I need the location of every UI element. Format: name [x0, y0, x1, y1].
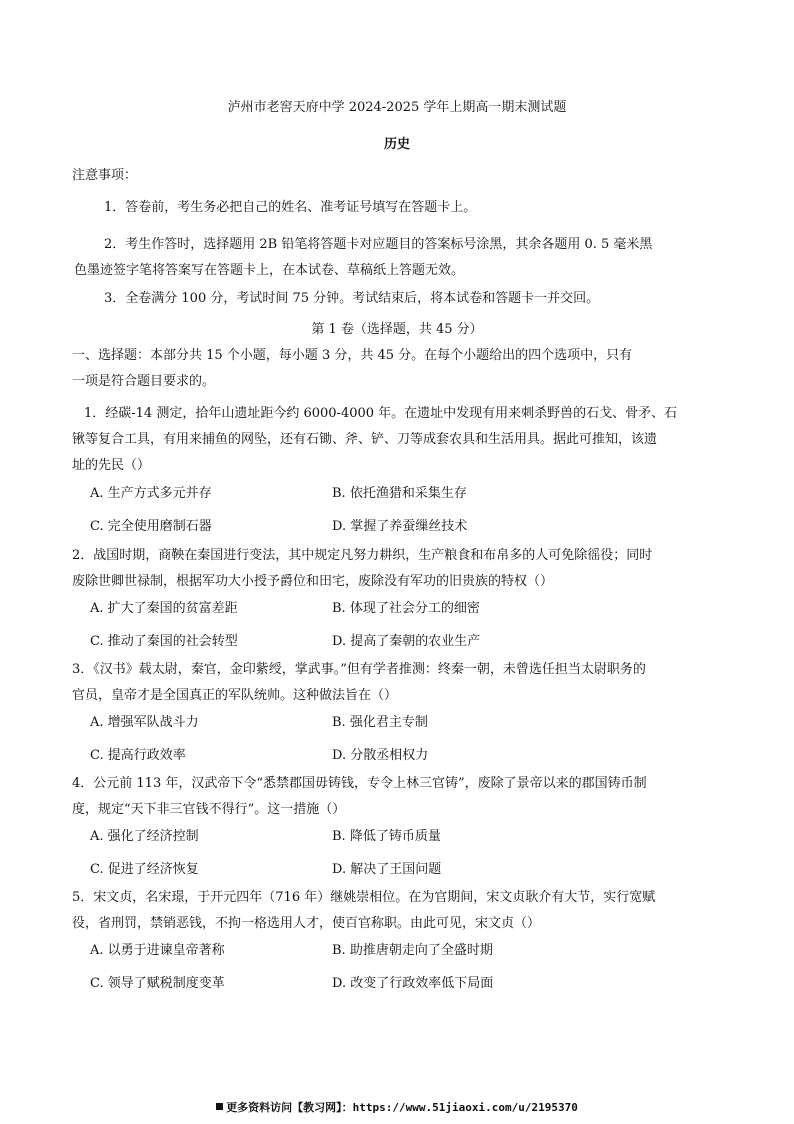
- question-1-stem: 址的先民（）: [72, 458, 151, 473]
- option-a: A. 增强军队战斗力: [90, 715, 199, 730]
- option-c: C. 完全使用磨制石器: [90, 519, 212, 534]
- question-1-stem: 1．经碳-14 测定，拾年山遗址距今约 6000-4000 年。在遗址中发现有用来刺杀野兽的石戈、骨矛、石: [84, 406, 678, 421]
- notice-item: 色墨迹签字笔将答案写在答题卡上，在本试卷、草稿纸上答题无效。: [74, 263, 465, 278]
- question-4-stem: 度，规定“天下非三官钱不得行”。这一措施（）: [72, 802, 346, 817]
- option-d: D. 改变了行政效率低下局面: [332, 976, 494, 991]
- question-2-stem: 废除世卿世禄制，根据军功大小授予爵位和田宅，废除没有军功的旧贵族的特权（）: [72, 574, 554, 589]
- option-d: D. 分散丞相权力: [332, 748, 429, 763]
- option-a: A. 以勇于进谏皇帝著称: [90, 943, 225, 958]
- question-1-stem: 锹等复合工具，有用来捕鱼的网坠，还有石锄、斧、铲、刀等成套农具和生活用具。据此可推知，该遗: [72, 432, 658, 447]
- question-5-stem: 役，省刑罚，禁销恶钱，不拘一格选用人才，使百官称职。由此可见，宋文贞（）: [72, 916, 541, 931]
- exam-subject: 历史: [383, 137, 410, 152]
- footer-text: 更多资料访问【教习网】：https://www.51jiaoxi.com/u/2195370: [226, 1101, 578, 1114]
- flag-icon: [216, 1103, 223, 1110]
- exam-title: 泸州市老窖天府中学 2024-2025 学年上期高一期末测试题: [227, 100, 567, 115]
- question-5-stem: 5．宋文贞，名宋璟，于开元四年（716 年）继姚崇相位。在为官期间，宋文贞耿介有大节，实行宽赋: [72, 890, 656, 905]
- option-b: B. 降低了铸币质量: [332, 829, 441, 844]
- option-c: C. 促进了经济恢复: [90, 862, 199, 877]
- option-d: D. 提高了秦朝的农业生产: [332, 634, 481, 649]
- option-c: C. 推动了秦国的社会转型: [90, 634, 238, 649]
- question-4-stem: 4．公元前 113 年，汉武帝下令“悉禁郡国毋铸钱，专令上林三官铸”，废除了景帝以来的郡国铸币制: [72, 776, 647, 791]
- option-a: A. 扩大了秦国的贫富差距: [90, 601, 238, 616]
- footer-link[interactable]: [0, 1101, 794, 1115]
- section-instructions: 一、选择题：本部分共 15 个小题，每小题 3 分，共 45 分。在每个小题给出的四个选项中，只有: [72, 348, 633, 363]
- option-c: C. 提高行政效率: [90, 748, 186, 763]
- question-2-stem: 2．战国时期，商鞅在秦国进行变法，其中规定凡努力耕织，生产粮食和布帛多的人可免除徭役；同时: [72, 548, 653, 563]
- option-c: C. 领导了赋税制度变革: [90, 976, 225, 991]
- notice-item: 3．全卷满分 100 分，考试时间 75 分钟。考试结束后，将本试卷和答题卡一并交回。: [104, 291, 600, 306]
- option-d: D. 解决了王国问题: [332, 862, 442, 877]
- notice-item: 1．答卷前，考生务必把自己的姓名、准考证号填写在答题卡上。: [104, 200, 477, 215]
- option-b: B. 强化君主专制: [332, 715, 428, 730]
- option-a: A. 强化了经济控制: [90, 829, 199, 844]
- option-b: B. 依托渔猎和采集生存: [332, 486, 467, 501]
- section-instructions: 一项是符合题目要求的。: [72, 374, 216, 389]
- question-3-stem: 3．《汉书》载太尉，秦官，金印紫绶，掌武事。”但有学者推测：终秦一朝，未曾选任担当太尉职务的: [72, 662, 646, 677]
- question-3-stem: 官员，皇帝才是全国真正的军队统帅。这种做法旨在（）: [72, 688, 398, 703]
- option-a: A. 生产方式多元并存: [90, 486, 212, 501]
- option-b: B. 体现了社会分工的细密: [332, 601, 480, 616]
- option-b: B. 助推唐朝走向了全盛时期: [332, 943, 493, 958]
- section-title: 第 1 卷（选择题，共 45 分）: [311, 322, 483, 337]
- option-d: D. 掌握了养蚕缫丝技术: [332, 519, 468, 534]
- notice-item: 2．考生作答时，选择题用 2B 铅笔将答题卡对应题目的答案标号涂黑，其余各题用 0. 5 毫米黑: [104, 237, 653, 252]
- notice-heading: 注意事项：: [72, 168, 138, 183]
